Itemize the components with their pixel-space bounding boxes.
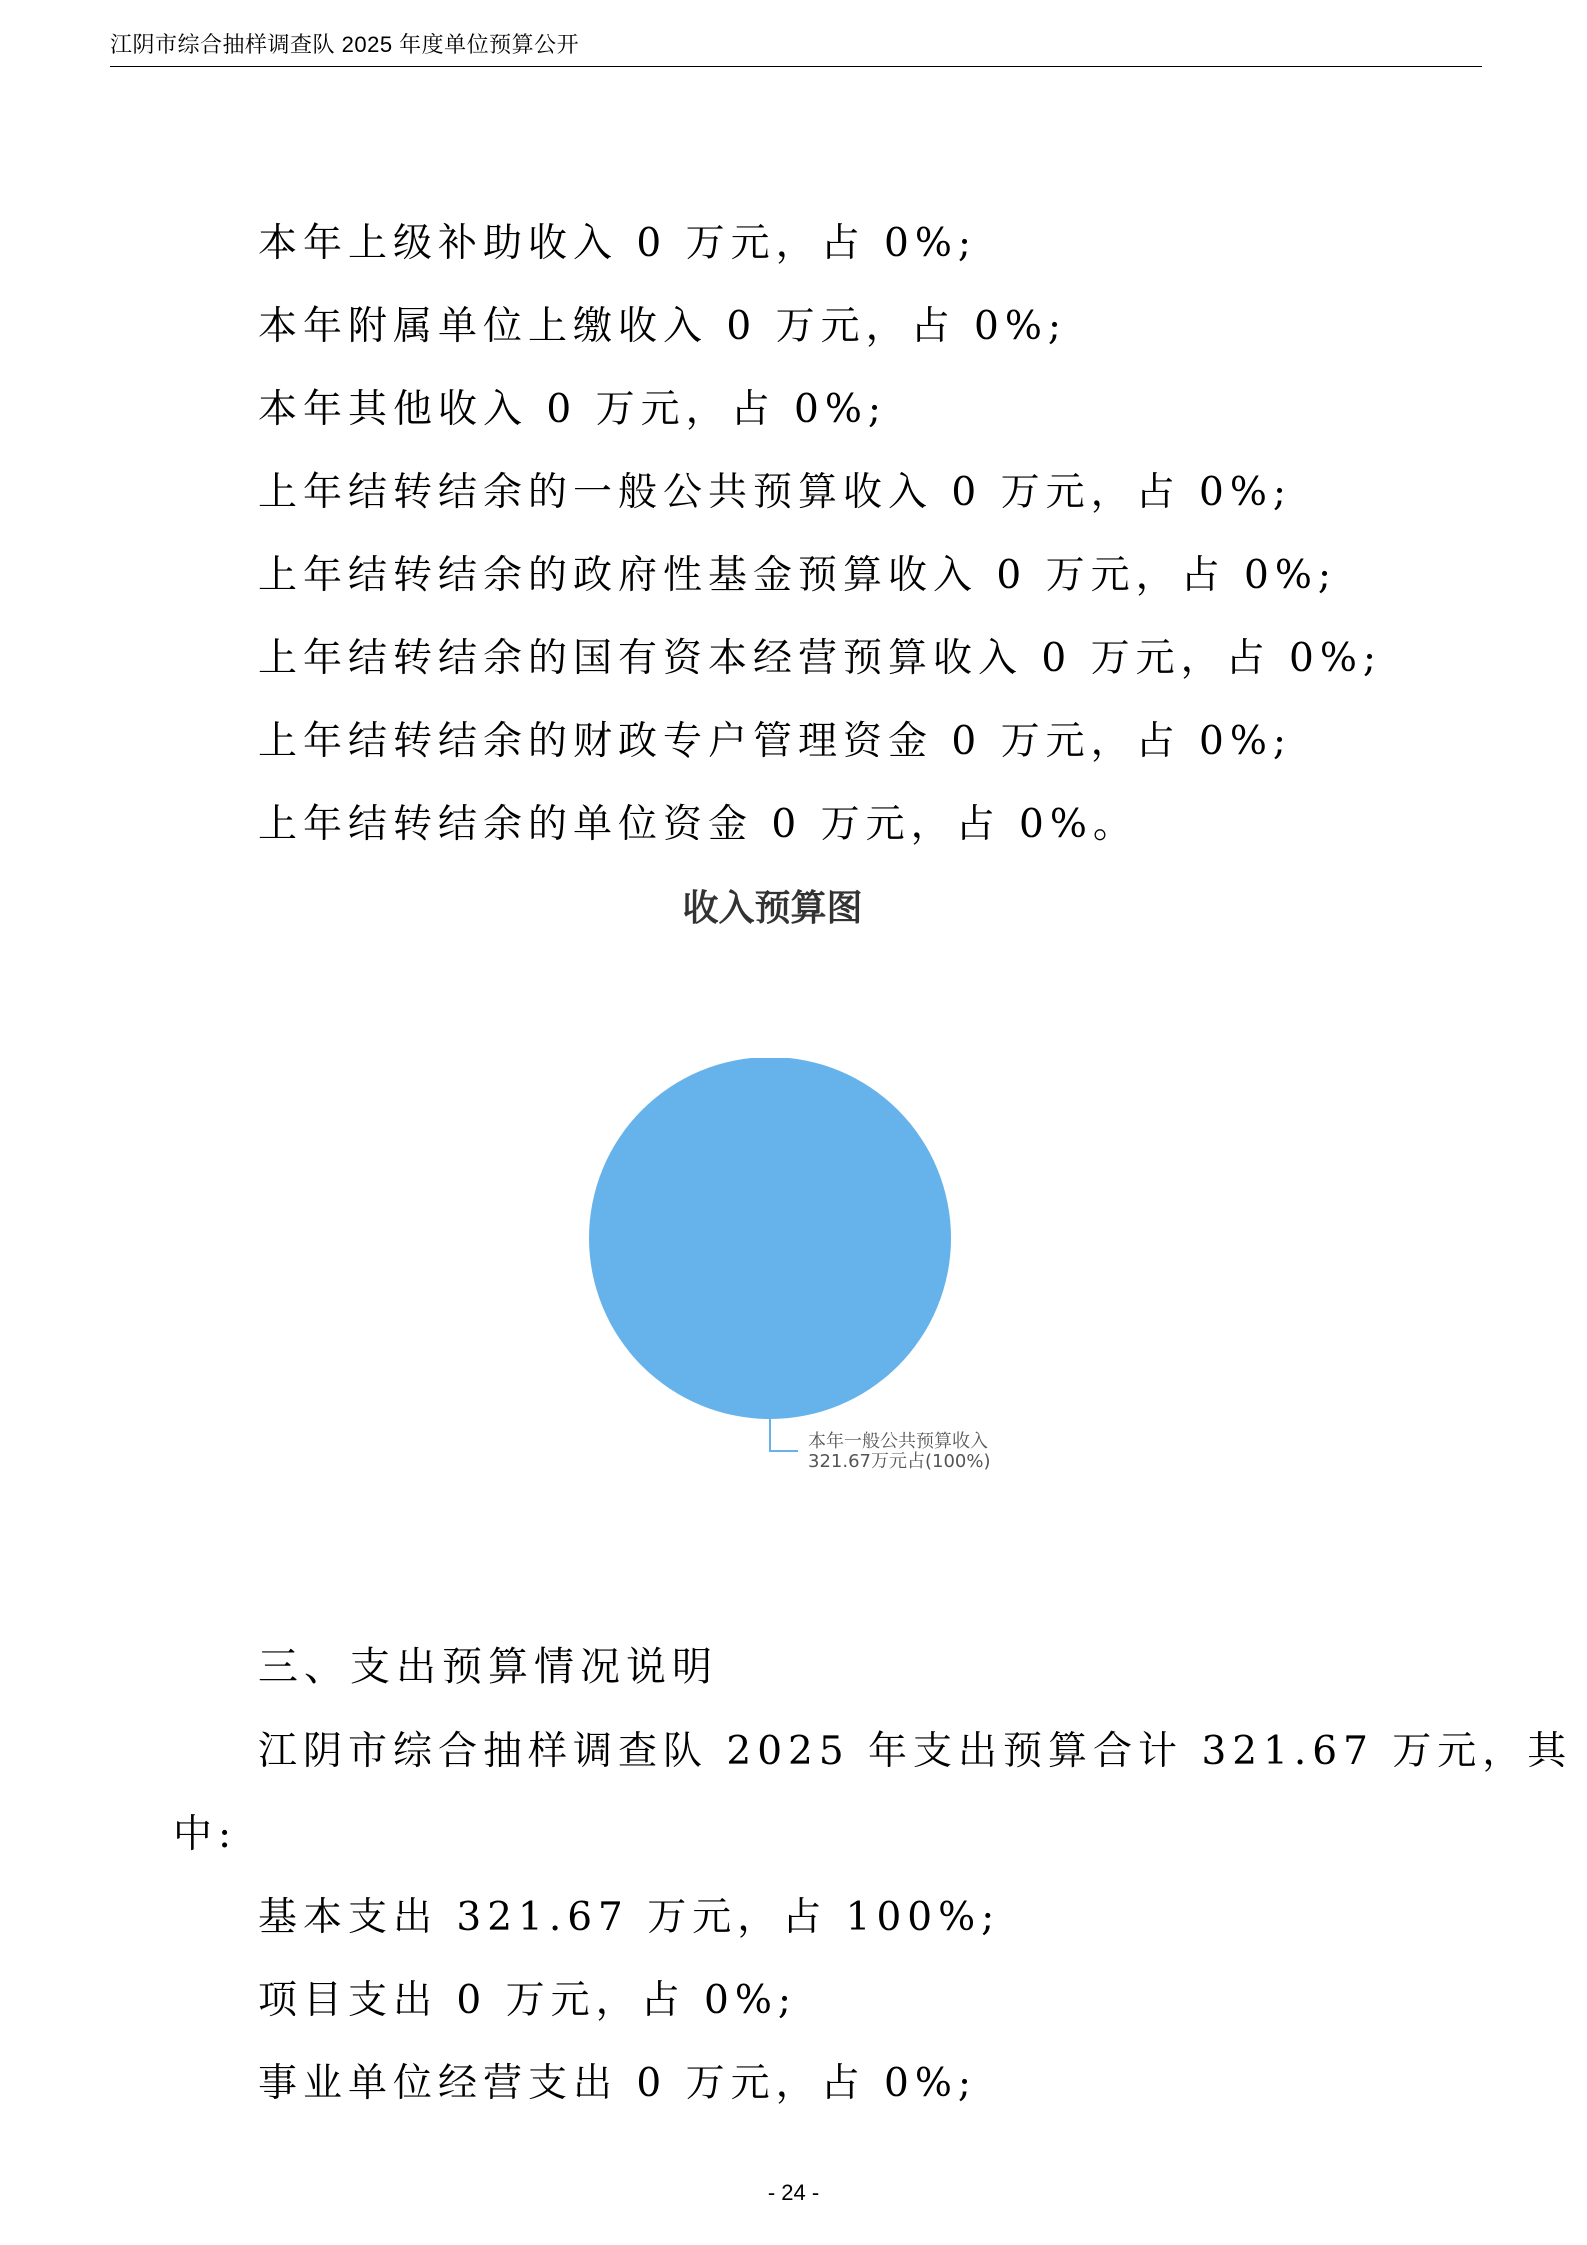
pie-slice-label: 本年一般公共预算收入: [808, 1431, 988, 1452]
income-line: 上年结转结余的国有资本经营预算收入 0 万元，占 0%;: [258, 636, 1383, 681]
expense-intro-line: 江阴市综合抽样调查队 2025 年支出预算合计 321.67 万元，其: [258, 1729, 1573, 1774]
chart-title: 收入预算图: [682, 888, 863, 929]
expense-intro-continuation: 中:: [173, 1812, 238, 1857]
income-line: 上年结转结余的政府性基金预算收入 0 万元，占 0%;: [258, 553, 1338, 598]
expense-line: 事业单位经营支出 0 万元，占 0%;: [258, 2061, 978, 2106]
pie-slice-value-label: 321.67万元占(100%): [808, 1451, 991, 1472]
expense-line: 项目支出 0 万元，占 0%;: [258, 1978, 798, 2023]
income-pie-chart: [580, 1058, 1060, 1478]
income-line: 上年结转结余的单位资金 0 万元，占 0%。: [258, 802, 1138, 847]
income-line: 上年结转结余的一般公共预算收入 0 万元，占 0%;: [258, 470, 1293, 515]
income-line: 本年其他收入 0 万元，占 0%;: [258, 387, 888, 432]
expense-line: 基本支出 321.67 万元，占 100%;: [258, 1895, 1001, 1940]
section-heading: 三、支出预算情况说明: [258, 1644, 718, 1690]
pie-leader-line: [770, 1419, 798, 1451]
header-divider: [110, 66, 1482, 67]
income-line: 本年附属单位上缴收入 0 万元，占 0%;: [258, 304, 1068, 349]
income-line: 本年上级补助收入 0 万元，占 0%;: [258, 221, 978, 266]
page-number: - 24 -: [767, 2180, 820, 2205]
pie-slice: [589, 1058, 951, 1419]
income-line: 上年结转结余的财政专户管理资金 0 万元，占 0%;: [258, 719, 1293, 764]
header-title: 江阴市综合抽样调查队 2025 年度单位预算公开: [110, 32, 580, 57]
